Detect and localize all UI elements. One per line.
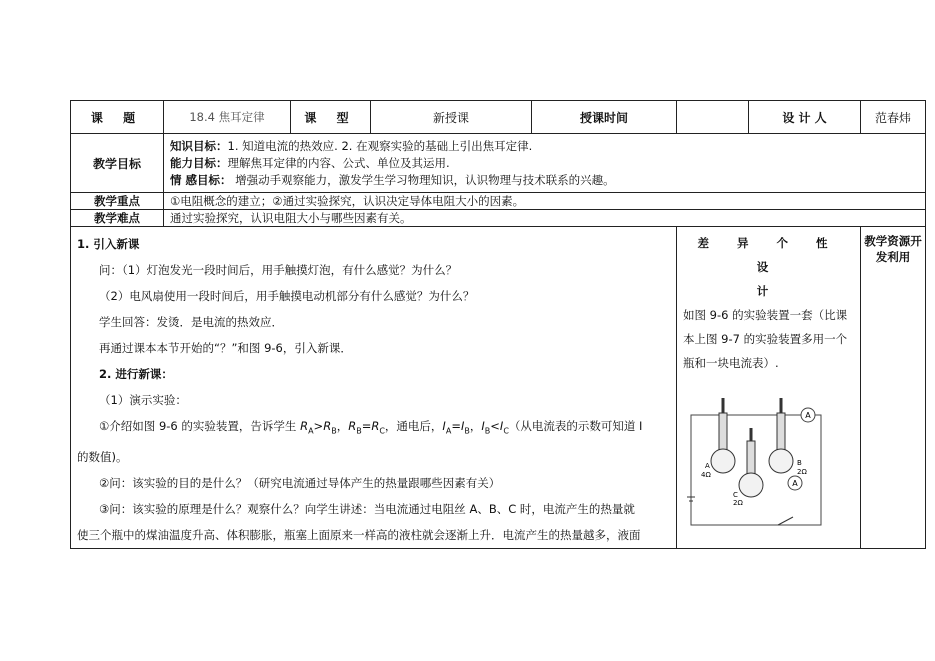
ammeter-top-symbol: A <box>805 411 811 420</box>
body-row <box>71 227 926 549</box>
key-point-text: ①电阻概念的建立；②通过实验探究，认识决定导体电阻大小的因素。 <box>164 193 926 210</box>
flask-b-resistance: 2Ω <box>797 468 807 476</box>
difficulty-text: 通过实验探究，认识电阻大小与哪些因素有关。 <box>164 210 926 227</box>
designer-value: 范春炜 <box>861 101 926 134</box>
topic-label: 课 题 <box>71 101 164 134</box>
difficulty-row <box>71 210 926 227</box>
time-value <box>677 101 749 134</box>
lesson-plan-table <box>70 100 926 549</box>
section-1-title: 1. 引入新课 <box>77 237 140 251</box>
type-label: 课 型 <box>291 101 371 134</box>
designer-label: 设 计 人 <box>749 101 861 134</box>
key-point-label: 教学重点 <box>71 193 164 210</box>
side-title-a: 差 异 个 性 设 <box>697 236 840 274</box>
intro-text: 再通过课本本节开始的“？”和图 9-6，引入新课． <box>99 341 352 355</box>
flask-b-label: B <box>797 459 802 467</box>
difficulty-label: 教学难点 <box>71 210 164 227</box>
ammeter-mid-symbol: A <box>792 479 798 488</box>
para-3-cont: 使三个瓶中的煤油温度升高、体积膨胀，瓶塞上面原来一样高的液柱就会逐渐上升．电流产生的热量越多，液面 <box>77 528 641 543</box>
para-1: ①介绍如图 9-6 的实验装置，告诉学生 $R_A>R_B$，$R_B=R_C$，通电后，$I_A=I_B$，$I_B<I_C$（从电流表的示数可知道 I <box>99 419 643 436</box>
knowledge-label: 知识目标： <box>170 138 228 153</box>
flask-c-label: C <box>733 491 738 499</box>
time-label: 授课时间 <box>532 101 677 134</box>
objectives-row <box>71 134 926 193</box>
question-1: 问：（1）灯泡发光一段时间后，用手触摸灯泡，有什么感觉？为什么？ <box>99 263 458 277</box>
side-content <box>677 227 861 549</box>
student-answer: 学生回答：发烫．是电流的热效应． <box>99 315 283 329</box>
resources-title: 教学资源开发利用 <box>864 234 922 264</box>
para-2: ②问：该实验的目的是什么？（研究电流通过导体产生的热量跟哪些因素有关） <box>99 476 501 491</box>
ability-text: 理解焦耳定律的内容、公式、单位及其运用. <box>227 155 450 170</box>
para-3: ③问：该实验的原理是什么？观察什么？向学生讲述：当电流通过电阻丝 A、B、C 时，电流产生的热量就 <box>99 502 635 517</box>
side-text: 如图 9-6 的实验装置一套（比课本上图 9-7 的实验装置多用一个瓶和一块电流表）. <box>683 308 848 370</box>
flask-a-resistance: 4Ω <box>701 471 711 479</box>
objectives-content <box>164 134 926 193</box>
flask-c-resistance: 2Ω <box>733 499 743 507</box>
knowledge-text: 1. 知道电流的热效应. 2. 在观察实验的基础上引出焦耳定律. <box>227 138 533 153</box>
type-value: 新授课 <box>371 101 532 134</box>
side-title-b: 计 <box>756 284 781 298</box>
ability-label: 能力目标： <box>170 155 228 170</box>
main-content <box>71 227 677 549</box>
experiment-figure <box>683 393 833 533</box>
emotion-label: 情 感目标： <box>170 172 232 187</box>
key-point-row <box>71 193 926 210</box>
objectives-label: 教学目标 <box>71 134 164 193</box>
question-2: （2）电风扇使用一段时间后，用手触摸电动机部分有什么感觉？为什么？ <box>99 289 475 303</box>
demo-title: （1）演示实验： <box>99 393 187 407</box>
resources-column <box>861 227 926 549</box>
topic-value: 18.4 焦耳定律 <box>164 101 291 134</box>
section-2-title: 2. 进行新课： <box>99 367 173 381</box>
flask-a-label: A <box>705 462 710 470</box>
header-row <box>71 101 926 134</box>
para-1-cont: 的数值)。 <box>77 450 128 465</box>
emotion-text: 增强动手观察能力，激发学生学习物理知识，认识物理与技术联系的兴趣。 <box>231 172 615 187</box>
